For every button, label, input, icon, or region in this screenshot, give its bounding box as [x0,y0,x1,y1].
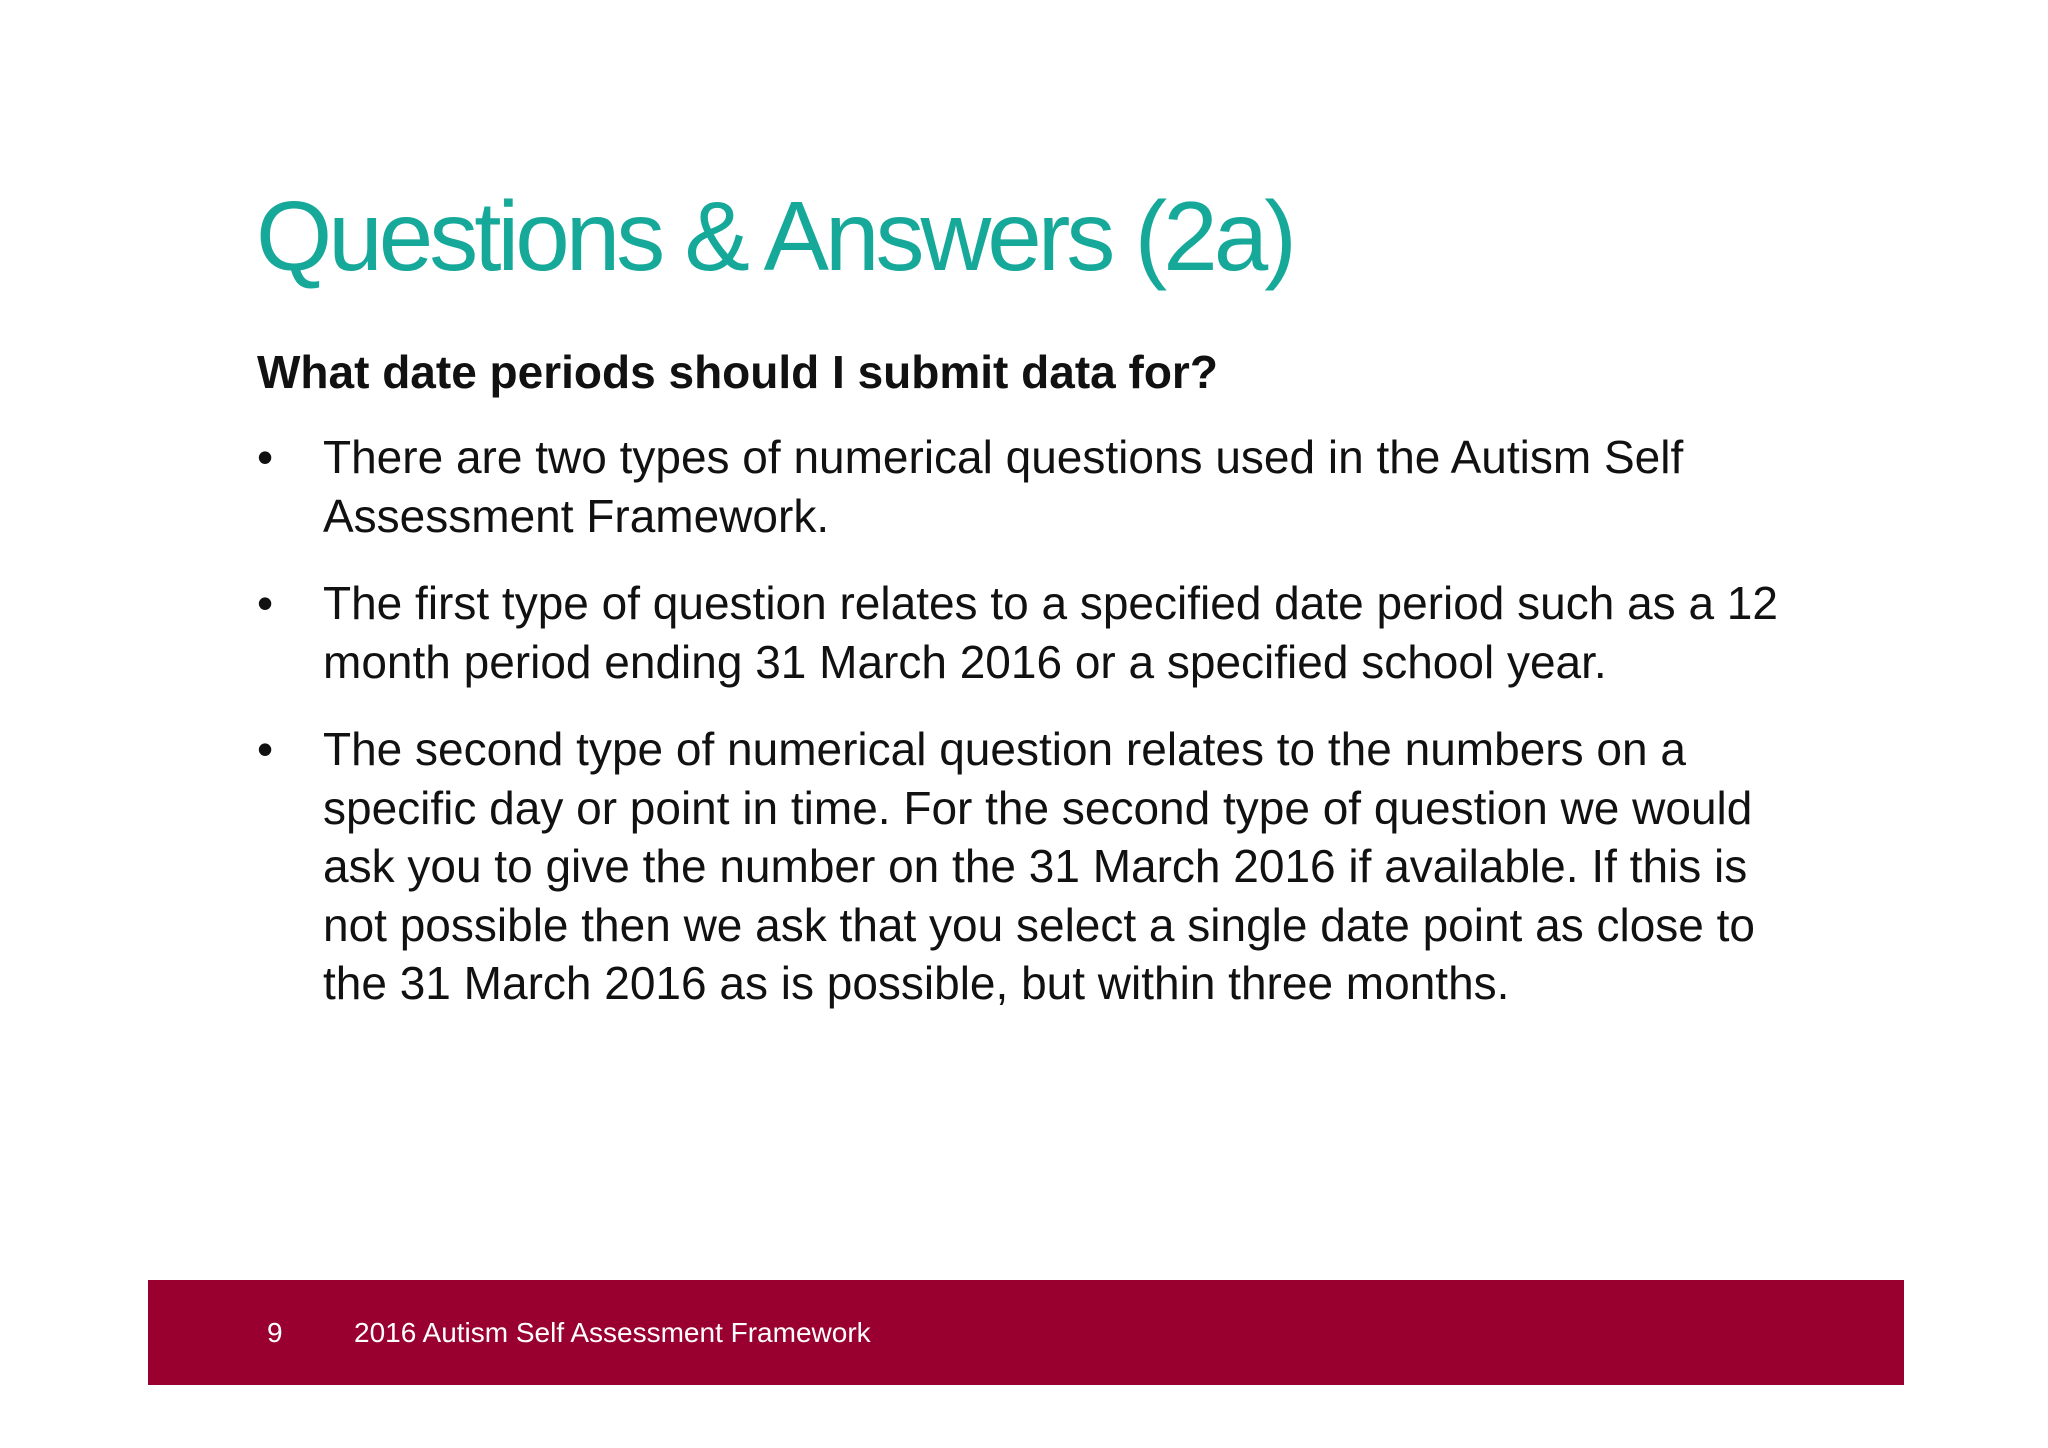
bullet-text: The second type of numerical question relates to the numbers on a specific day or point in time. For the second type of question we would ask you to give the number on the 31 March 2016 if available. If this is not possible then we ask that you select a single date point as close to the 31 March 2016 as is possible, but within three months. [323,723,1755,1009]
bullet-marker: • [257,723,274,775]
list-item [257,720,1817,1013]
list-item [257,428,1817,545]
bullet-marker: • [257,577,274,629]
bullet-marker: • [257,431,274,483]
page-number: 9 [267,1317,283,1348]
question-heading: What date periods should I submit data for? [257,346,1218,398]
bullet-text: There are two types of numerical questions used in the Autism Self Assessment Framework. [323,431,1684,542]
list-item [257,574,1817,691]
bullet-text: The first type of question relates to a specified date period such as a 12 month period ending 31 March 2016 or a specified school year. [323,577,1778,688]
slide-title: Questions & Answers (2a) [256,181,1293,291]
footer-text: 2016 Autism Self Assessment Framework [354,1317,871,1348]
footer-bar [148,1280,1904,1385]
bullet-list [257,428,1817,1042]
